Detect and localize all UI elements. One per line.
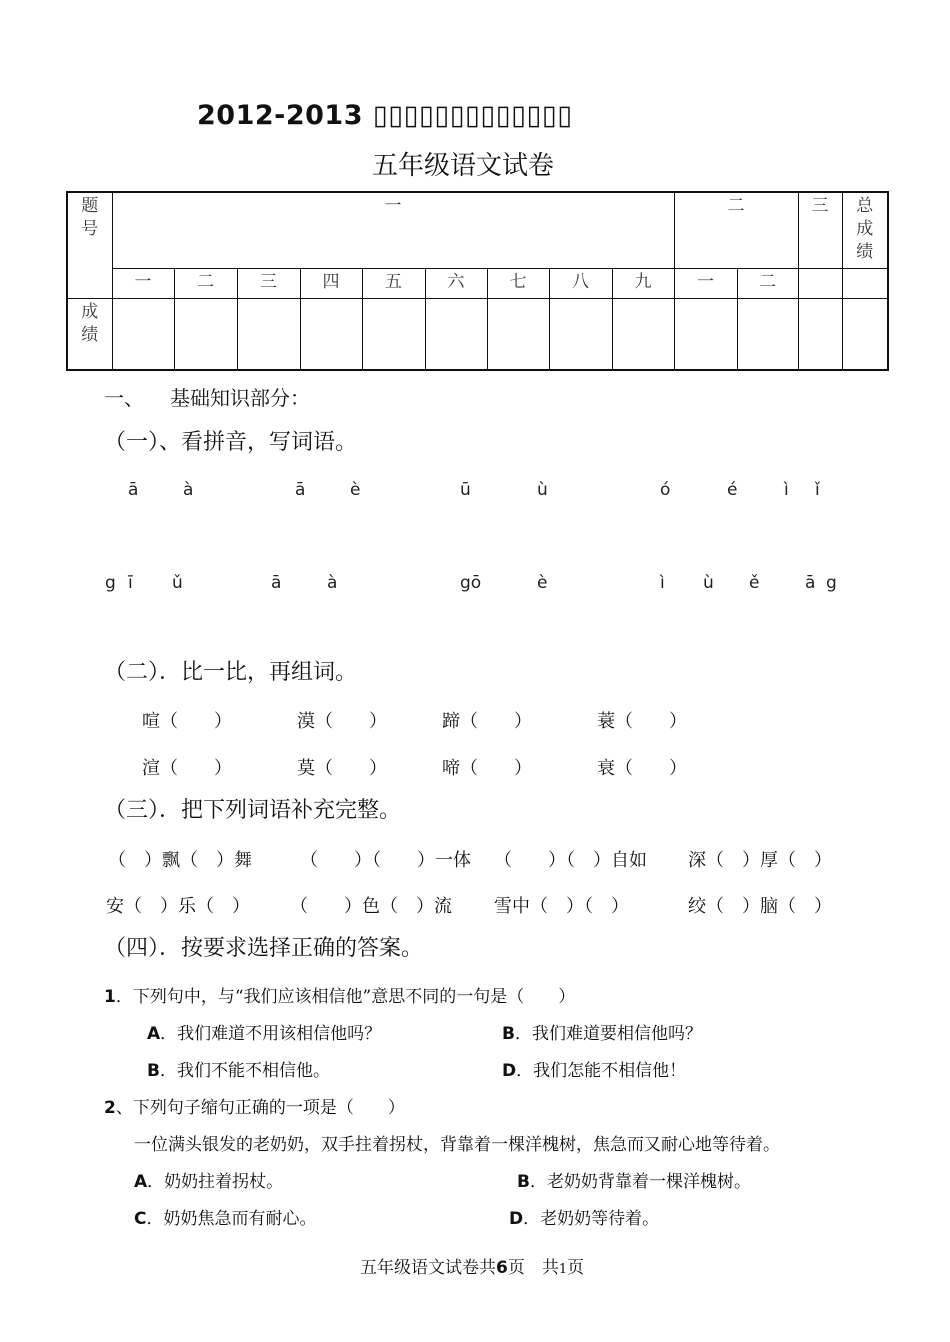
pinyin: gō (460, 573, 482, 593)
question-2 (104, 1093, 405, 1118)
question-number: 2 (104, 1098, 116, 1118)
sub-header: 六 (425, 268, 487, 298)
compare-item: 喧（ ） (142, 711, 232, 732)
compare-item: 蹄（ ） (442, 711, 532, 732)
pinyin: ě (749, 573, 760, 593)
score-cell[interactable] (842, 298, 888, 370)
pinyin: à (183, 480, 194, 500)
option-letter: C (134, 1209, 147, 1229)
exam-title-year: 2012-2013 ▯▯▯▯▯▯▯▯▯▯▯▯▯ (197, 100, 573, 131)
total-score-header (842, 192, 888, 268)
idiom-item: （ ）（ ）一体 (300, 850, 471, 871)
q1-option-b[interactable] (502, 1019, 702, 1044)
q2-option-d[interactable] (509, 1204, 659, 1229)
sub-header: 一 (112, 268, 174, 298)
footer-text: 页 共 (507, 1258, 559, 1278)
score-cell[interactable] (737, 298, 798, 370)
pinyin: è (350, 480, 361, 500)
score-cell[interactable] (174, 298, 237, 370)
compare-item: 渲（ ） (142, 758, 232, 779)
pinyin: ā (295, 480, 306, 500)
idiom-item: （ ）（ ）自如 (494, 850, 647, 871)
pinyin: ǔ (172, 573, 183, 593)
section1-heading: （一）、看拼音，写词语。 (104, 430, 358, 455)
section2-heading: （二）．比一比，再组词。 (104, 660, 358, 685)
score-cell[interactable] (112, 298, 174, 370)
option-text: ．奶奶拄着拐杖。 (147, 1172, 284, 1192)
q1-option-c[interactable] (147, 1056, 330, 1081)
q1-option-d[interactable] (502, 1056, 686, 1081)
section3-heading: （三）．把下列词语补充完整。 (104, 798, 402, 823)
sub-header-empty (798, 268, 842, 298)
compare-item: 蓑（ ） (597, 711, 687, 732)
footer-text: 五年级语文试卷共 (360, 1258, 496, 1278)
pinyin: é (727, 480, 738, 500)
pinyin: ā (271, 573, 282, 593)
idiom-item: （ ）飘（ ）舞 (108, 850, 252, 871)
footer-text: 页 (567, 1258, 585, 1278)
score-cell[interactable] (425, 298, 487, 370)
sub-header: 九 (612, 268, 674, 298)
score-cell[interactable] (798, 298, 842, 370)
pinyin: g (826, 573, 837, 593)
idiom-item: 安（ ）乐（ ） (106, 896, 250, 917)
option-text: ．奶奶焦急而有耐心。 (146, 1209, 317, 1229)
question-number-label-cell (67, 192, 112, 298)
pinyin: è (537, 573, 548, 593)
sub-header: 七 (487, 268, 549, 298)
pinyin: ī (128, 573, 133, 593)
pinyin: g (105, 573, 116, 593)
score-cell[interactable] (549, 298, 612, 370)
option-letter: B (502, 1024, 515, 1044)
pinyin: à (327, 573, 338, 593)
option-text: ．我们怎能不相信他！ (516, 1061, 687, 1081)
compare-item: 啼（ ） (442, 758, 532, 779)
option-text: ．我们难道要相信他吗？ (514, 1024, 702, 1044)
question-1 (104, 982, 575, 1007)
part1-number: 一、 (104, 386, 144, 410)
q2-option-c[interactable] (134, 1204, 316, 1229)
option-text: ．我们不能不相信他。 (159, 1061, 330, 1081)
sub-header: 四 (300, 268, 362, 298)
q1-option-a[interactable] (147, 1019, 381, 1044)
part1-heading: 基础知识部分： (170, 386, 310, 410)
option-letter: A (134, 1172, 148, 1192)
section4-heading: （四）．按要求选择正确的答案。 (104, 936, 424, 961)
section-three-header (798, 192, 842, 268)
pinyin: ì (784, 480, 789, 500)
sub-header: 三 (237, 268, 300, 298)
pinyin: ǐ (815, 480, 820, 500)
q2-option-a[interactable] (134, 1167, 283, 1192)
sub-header: 一 (674, 268, 737, 298)
question-number-label: 题号 (81, 196, 99, 239)
option-letter: A (147, 1024, 161, 1044)
score-cell[interactable] (237, 298, 300, 370)
option-text: ．我们难道不用该相信他吗？ (160, 1024, 382, 1044)
idiom-item: 雪中（ ）（ ） (494, 896, 629, 917)
option-letter: B (147, 1061, 160, 1081)
section-one-header (112, 192, 674, 268)
sub-header: 二 (737, 268, 798, 298)
exam-title-grade: 五年级语文试卷 (372, 151, 555, 181)
q2-option-b[interactable] (517, 1167, 751, 1192)
score-label: 成绩 (81, 301, 99, 345)
score-label-cell (67, 298, 112, 370)
pinyin: ù (537, 480, 548, 500)
option-letter: D (509, 1209, 524, 1229)
footer-page-number: 1 (558, 1262, 568, 1277)
question-text: ．下列句中，与“我们应该相信他”意思不同的一句是（ ） (115, 987, 576, 1007)
pinyin: ā (128, 480, 139, 500)
idiom-item: 深（ ）厚（ ） (688, 850, 832, 871)
option-text: ．老奶奶背靠着一棵洋槐树。 (529, 1172, 751, 1192)
pinyin: ì (660, 573, 665, 593)
section-two-header (674, 192, 798, 268)
total-score-label: 总成绩 (856, 196, 874, 262)
section-three-label: 三 (811, 196, 829, 216)
section-one-label: 一 (384, 196, 402, 216)
q2-sentence: 一位满头银发的老奶奶，双手拄着拐杖，背靠着一棵洋槐树，焦急而又耐心地等待着。 (134, 1135, 780, 1155)
compare-item: 莫（ ） (297, 758, 387, 779)
compare-item: 漠（ ） (297, 711, 387, 732)
option-text: ．老奶奶等待着。 (523, 1209, 660, 1229)
pinyin: ā (805, 573, 816, 593)
score-cell[interactable] (300, 298, 362, 370)
score-table (66, 191, 889, 371)
score-cell[interactable] (362, 298, 425, 370)
option-letter: D (502, 1061, 517, 1081)
pinyin: ù (703, 573, 714, 593)
sub-header: 五 (362, 268, 425, 298)
sub-header-empty (842, 268, 888, 298)
sub-header: 二 (174, 268, 237, 298)
compare-item: 衰（ ） (597, 758, 687, 779)
score-cell[interactable] (612, 298, 674, 370)
question-number: 1 (104, 987, 116, 1007)
option-letter: B (517, 1172, 530, 1192)
pinyin: ó (660, 480, 671, 500)
idiom-item: （ ）色（ ）流 (290, 896, 452, 917)
sub-header: 八 (549, 268, 612, 298)
footer-total-pages: 6 (496, 1258, 508, 1278)
page-footer (360, 1253, 584, 1278)
pinyin: ū (460, 480, 471, 500)
question-text: 、下列句子缩句正确的一项是（ ） (115, 1098, 405, 1118)
section-two-label: 二 (727, 196, 745, 216)
score-cell[interactable] (487, 298, 549, 370)
idiom-item: 绞（ ）脑（ ） (688, 896, 832, 917)
score-cell[interactable] (674, 298, 737, 370)
